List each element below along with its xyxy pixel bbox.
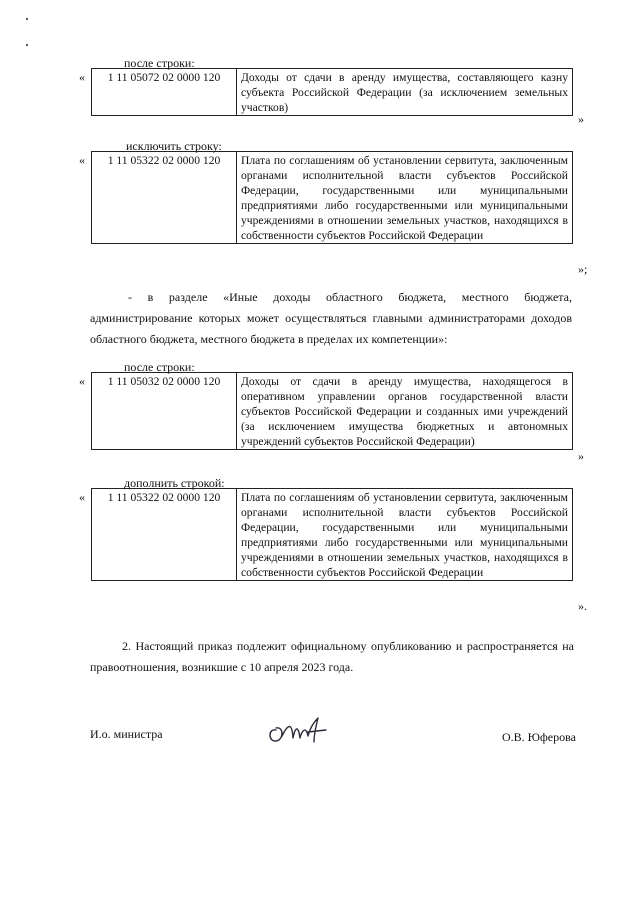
- handwritten-signature: [262, 708, 338, 748]
- margin-dot: [26, 18, 28, 20]
- signatory-name: О.В. Юферова: [502, 730, 576, 744]
- block-4-close-quote: ».: [578, 599, 587, 613]
- block-3-table: [91, 372, 573, 450]
- block-2-code: 1 11 05322 02 0000 120: [92, 152, 237, 244]
- block-3-text: Доходы от сдачи в аренду имущества, находящегося в оперативном управлении органов государственной власти субъектов Российской Федерации и созданных ими учреждений (за исключением имущества бюджетных и автономных учреждений субъектов Российской Федерации): [237, 373, 573, 450]
- block-1-open-quote: «: [79, 70, 85, 84]
- block-4-code: 1 11 05322 02 0000 120: [92, 489, 237, 581]
- block-2-text: Плата по соглашениям об установлении сервитута, заключенным органами исполнительной власти субъектов Российской Федерации, государственными или муниципальными предприятиями либо государственными или муниципальными учреждениями в отношении земельных участков, находящихся в собственности субъектов Российской Федерации: [237, 152, 573, 244]
- block-2-open-quote: «: [79, 153, 85, 167]
- block-3-close-quote: »: [578, 449, 584, 463]
- table-row: [92, 152, 573, 244]
- block-2-label: исключить строку:: [126, 139, 222, 153]
- table-row: [92, 373, 573, 450]
- section-intro: - в разделе «Иные доходы областного бюджета, местного бюджета, администрирование которых может осуществляться главными администраторами доходов областного бюджета, местного бюджета в пределах их компетенции»:: [90, 290, 572, 346]
- block-3-code: 1 11 05032 02 0000 120: [92, 373, 237, 450]
- block-4-label: дополнить строкой:: [124, 476, 225, 490]
- table-row: [92, 69, 573, 116]
- block-1-close-quote: »: [578, 112, 584, 126]
- block-4-text: Плата по соглашениям об установлении сервитута, заключенным органами исполнительной власти субъектов Российской Федерации, государственными или муниципальными предприятиями либо государственными или муниципальными учреждениями в отношении земельных участков, находящихся в собственности субъектов Российской Федерации: [237, 489, 573, 581]
- block-2-close-quote: »;: [578, 262, 588, 276]
- block-2-table: [91, 151, 573, 244]
- margin-dot: [26, 44, 28, 46]
- signatory-position: И.о. министра: [90, 727, 163, 741]
- block-4-table: [91, 488, 573, 581]
- block-4-open-quote: «: [79, 490, 85, 504]
- block-1-label: после строки:: [124, 56, 195, 70]
- block-3-open-quote: «: [79, 374, 85, 388]
- block-3-label: после строки:: [124, 360, 195, 374]
- block-1-text: Доходы от сдачи в аренду имущества, составляющего казну субъекта Российской Федерации (за исключением земельных участков): [237, 69, 573, 116]
- block-1-code: 1 11 05072 02 0000 120: [92, 69, 237, 116]
- block-1-table: [91, 68, 573, 116]
- paragraph-2: 2. Настоящий приказ подлежит официальному опубликованию и распространяется на правоотношения, возникшие с 10 апреля 2023 года.: [90, 639, 574, 674]
- table-row: [92, 489, 573, 581]
